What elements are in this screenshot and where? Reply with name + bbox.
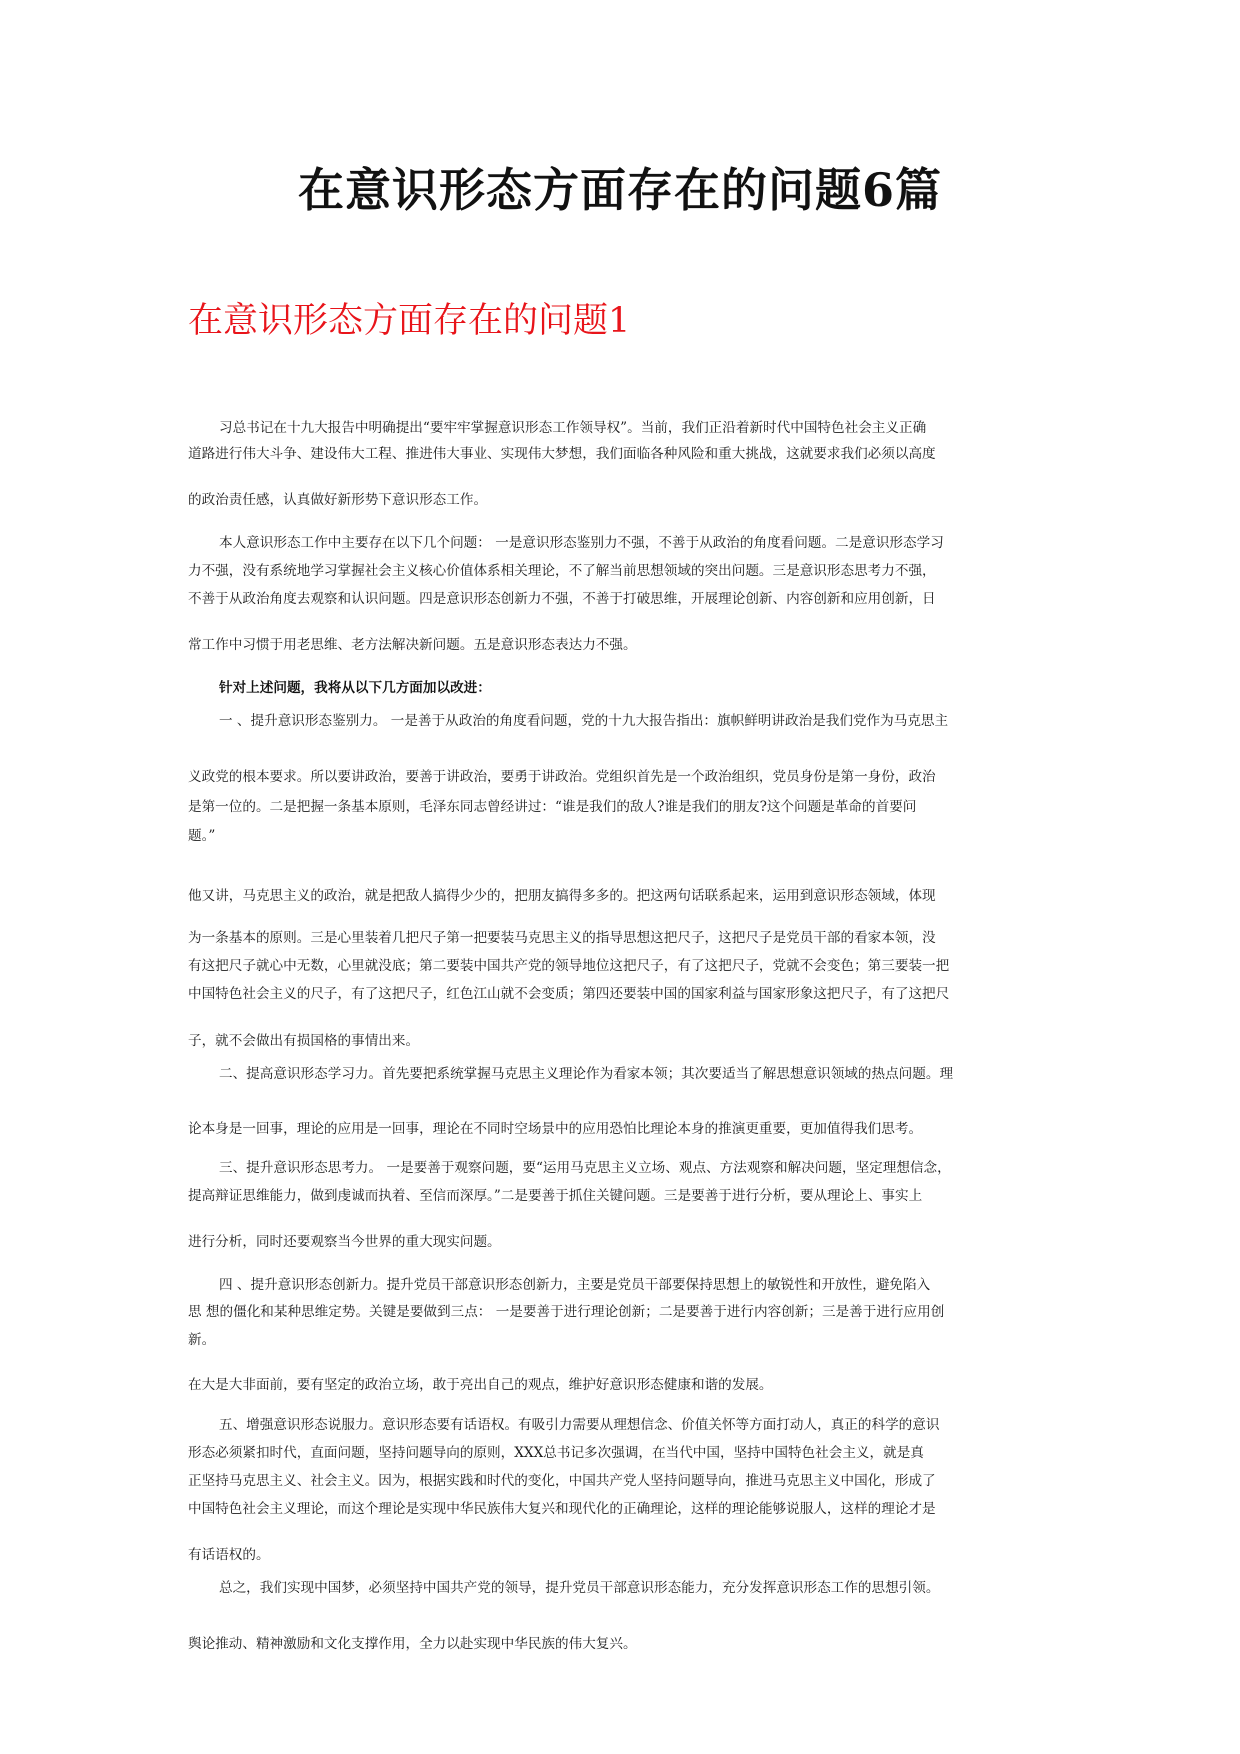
text-line: 道路进行伟大斗争、建设伟大工程、推进伟大事业、实现伟大梦想，我们面临各种风险和重大挑战，这就要求我们必须以高度 [188, 446, 936, 462]
text-line: 题。” [188, 828, 216, 844]
text-line: 五、增强意识形态说服力。意识形态要有话语权。有吸引力需要从理想信念、价值关怀等方面打动人，真正的科学的意识 [219, 1417, 940, 1433]
text-line: 不善于从政治角度去观察和认识问题。四是意识形态创新力不强，不善于打破思维，开展理论创新、内容创新和应用创新，日 [188, 591, 936, 607]
text-line: 子，就不会做出有损国格的事情出来。 [188, 1033, 420, 1049]
text-line: 中国特色社会主义理论，而这个理论是实现中华民族伟大复兴和现代化的正确理论，这样的理论能够说服人，这样的理论才是 [188, 1501, 936, 1517]
text-line: 舆论推动、精神激励和文化支撑作用，全力以赴实现中华民族的伟大复兴。 [188, 1636, 637, 1652]
text-line: 义政党的根本要求。所以要讲政治，要善于讲政治，要勇于讲政治。党组织首先是一个政治组织，党员身份是第一身份，政治 [188, 769, 936, 785]
text-line: 习总书记在十九大报告中明确提出“要牢牢掌握意识形态工作领导权”。当前，我们正沿着新时代中国特色社会主义正确 [219, 420, 927, 436]
text-line: 有话语权的。 [188, 1547, 270, 1563]
text-line: 正坚持马克思主义、社会主义。因为，根据实践和时代的变化，中国共产党人坚持问题导向，推进马克思主义中国化，形成了 [188, 1473, 936, 1489]
text-line: 他又讲，马克思主义的政治，就是把敌人搞得少少的，把朋友搞得多多的。把这两句话联系起来，运用到意识形态领域，体现 [188, 888, 936, 904]
section-title: 在意识形态方面存在的问题1 [188, 301, 631, 341]
text-line: 论本身是一回事，理论的应用是一回事，理论在不同时空场景中的应用恐怕比理论本身的推演更重要，更加值得我们思考。 [188, 1121, 923, 1137]
text-line: 是第一位的。二是把握一条基本原则，毛泽东同志曾经讲过：“谁是我们的敌人?谁是我们的朋友?这个问题是革命的首要问 [188, 799, 917, 815]
text-line: 总之，我们实现中国梦，必须坚持中国共产党的领导，提升党员干部意识形态能力，充分发挥意识形态工作的思想引领。 [219, 1580, 940, 1596]
text-line: 形态必须紧扣时代，直面问题，坚持问题导向的原则，XXX总书记多次强调，在当代中国，坚持中国特色社会主义，就是真 [188, 1445, 924, 1461]
text-line: 在大是大非面前，要有坚定的政治立场，敢于亮出自己的观点，维护好意识形态健康和谐的发展。 [188, 1377, 773, 1393]
text-line: 为一条基本的原则。三是心里装着几把尺子第一把要装马克思主义的指导思想这把尺子，这把尺子是党员干部的看家本领，没 [188, 930, 936, 946]
text-line: 常工作中习惯于用老思维、老方法解决新问题。五是意识形态表达力不强。 [188, 637, 637, 653]
text-line: 提高辩证思维能力，做到虔诚而执着、至信而深厚。”二是要善于抓住关键问题。三是要善于进行分析，要从理论上、事实上 [188, 1188, 923, 1204]
text-line: 中国特色社会主义的尺子，有了这把尺子，红色江山就不会变质；第四还要装中国的国家利益与国家形象这把尺子，有了这把尺 [188, 986, 950, 1002]
text-line: 新。 [188, 1332, 216, 1348]
text-line: 力不强，没有系统地学习掌握社会主义核心价值体系相关理论，不了解当前思想领域的突出问题。三是意识形态思考力不强， [188, 563, 936, 579]
text-line: 本人意识形态工作中主要存在以下几个问题： 一是意识形态鉴别力不强，不善于从政治的角度看问题。二是意识形态学习 [219, 535, 944, 551]
text-line: 有这把尺子就心中无数，心里就没底；第二要装中国共产党的领导地位这把尺子，有了这把尺子，党就不会变色；第三要装一把 [188, 958, 950, 974]
document-title: 在意识形态方面存在的问题6篇 [297, 163, 942, 217]
text-line: 四 、提升意识形态创新力。提升党员干部意识形态创新力，主要是党员干部要保持思想上的敏锐性和开放性，避免陷入 [219, 1277, 931, 1293]
text-line: 二、提高意识形态学习力。首先要把系统掌握马克思主义理论作为看家本领；其次要适当了解思想意识领域的热点问题。理 [219, 1066, 954, 1082]
text-line: 一 、提升意识形态鉴别力。 一是善于从政治的角度看问题，党的十九大报告指出：旗帜鲜明讲政治是我们党作为马克思主 [219, 713, 949, 729]
text-line: 三、提升意识形态思考力。 一是要善于观察问题，要“运用马克思主义立场、观点、方法观察和解决问题，坚定理想信念， [219, 1160, 951, 1176]
bold-heading-line: 针对上述问题，我将从以下几方面加以改进： [219, 680, 491, 696]
text-line: 的政治责任感，认真做好新形势下意识形态工作。 [188, 492, 488, 508]
text-line: 进行分析，同时还要观察当今世界的重大现实问题。 [188, 1234, 501, 1250]
text-line: 思 想的僵化和某种思维定势。关键是要做到三点： 一是要善于进行理论创新；二是要善于进行内容创新；三是善于进行应用创 [188, 1304, 945, 1320]
